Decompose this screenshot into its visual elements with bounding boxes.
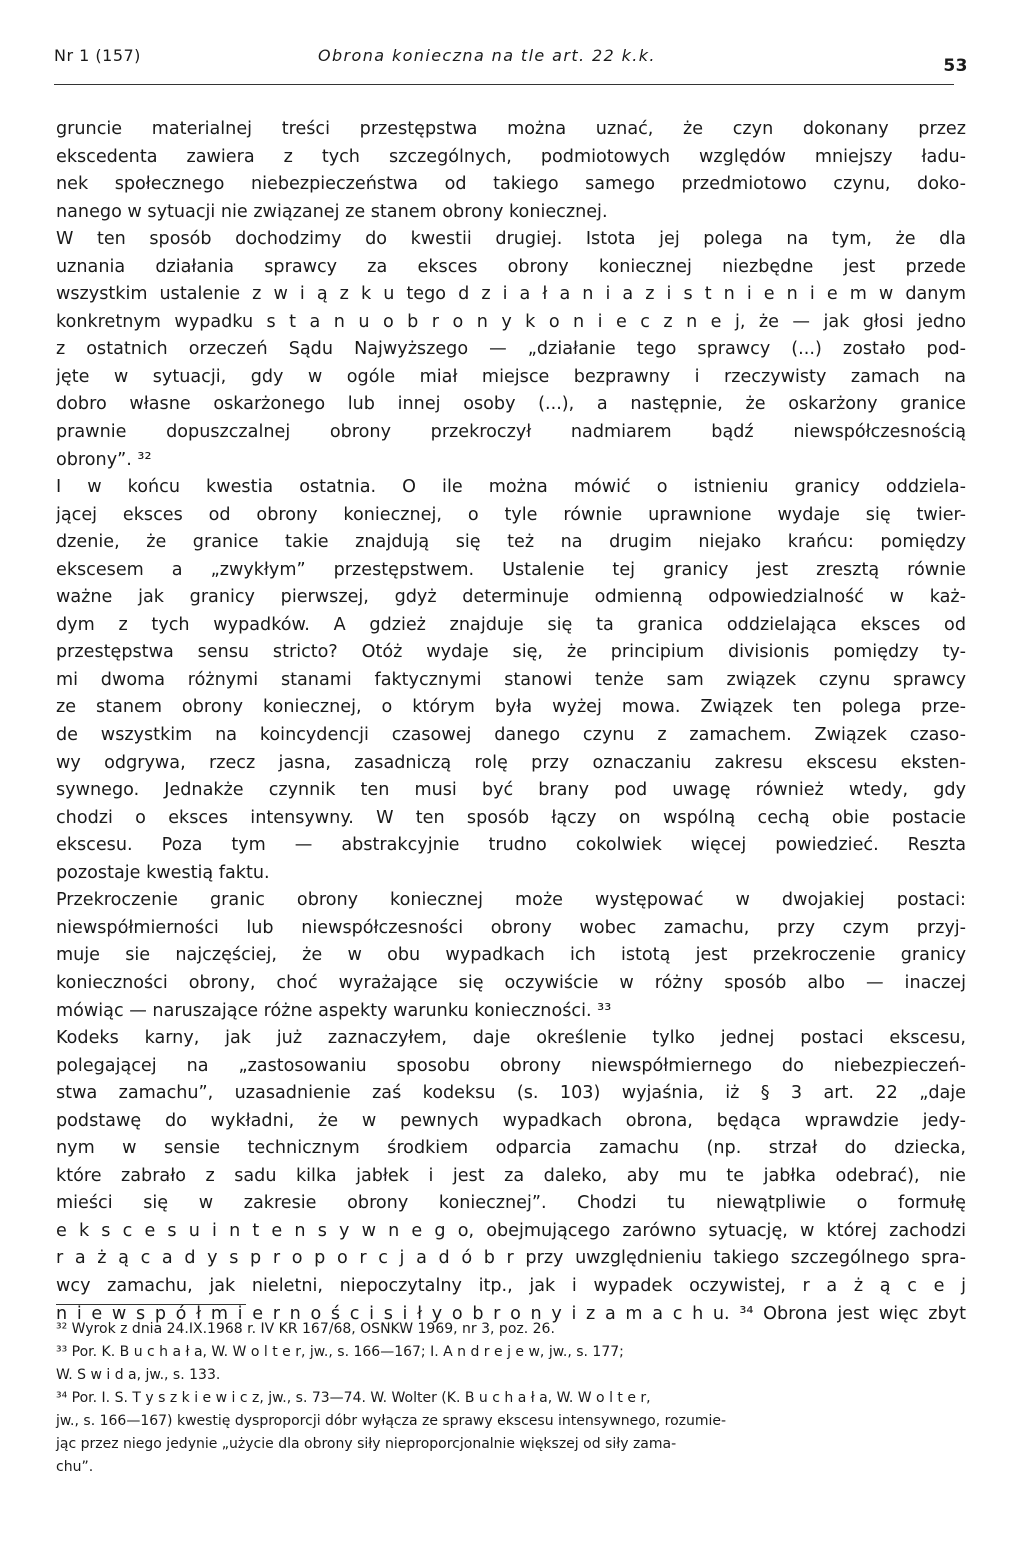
text-line: wy odgrywa, rzecz jasna, zasadniczą rolę przy oznaczaniu zakresu ekscesu eksten- bbox=[56, 752, 966, 773]
text-line: dzenie, że granice takie znajdują się też na drugim niejako krańcu: pomiędzy bbox=[56, 532, 966, 553]
text-line: nanego w sytuacji nie związanej ze stanem obrony koniecznej. bbox=[56, 201, 608, 222]
text-line: Kodeks karny, jak już zaznaczyłem, daje określenie tylko jednej postaci ekscesu, bbox=[56, 1028, 966, 1049]
text-line: dobro własne oskarżonego lub innej osoby (...), a następnie, że oskarżony granice bbox=[56, 394, 966, 415]
text-line: n i e w s p ó ł m i e r n o ś c i s i ł y o b r o n y i z a m a c h u. ³⁴ Obrona jest więc zbyt bbox=[56, 1303, 966, 1324]
footnote-rule bbox=[56, 1304, 246, 1305]
text-line: polegającej na „zastosowaniu sposobu obrony niewspółmiernego do niebezpieczeń- bbox=[56, 1055, 966, 1076]
text-line: jącej eksces od obrony koniecznej, o tyle równie uprawnione wydaje się twier- bbox=[56, 504, 966, 525]
header-rule bbox=[54, 84, 954, 85]
text-line: de wszystkim na koincydencji czasowej danego czynu z zamachem. Związek czaso- bbox=[56, 725, 966, 746]
page-number: 53 bbox=[943, 56, 968, 76]
text-line: dym z tych wypadków. A gdzież znajduje się ta granica oddzielająca eksces od bbox=[56, 614, 966, 635]
text-line: r a ż ą c a d y s p r o p o r c j a d ó b r przy uwzględnieniu takiego szczególnego spra- bbox=[56, 1248, 966, 1269]
running-title: Obrona konieczna na tle art. 22 k.k. bbox=[318, 46, 656, 65]
text-line: niewspółmierności lub niewspółczesności obrony wobec zamachu, przy czym przyj- bbox=[56, 917, 966, 938]
text-line: mieści się w zakresie obrony koniecznej”. Chodzi tu niewątpliwie o formułę bbox=[56, 1193, 966, 1214]
text-line: Przekroczenie granic obrony koniecznej może występować w dwojakiej postaci: bbox=[56, 890, 966, 911]
footnote-line: ³⁴ Por. I. S. T y s z k i e w i c z, jw., s. 73—74. W. Wolter (K. B u c h a ł a, W. W o l t e r, bbox=[56, 1390, 651, 1406]
text-line: ze stanem obrony koniecznej, o którym była wyżej mowa. Związek ten polega prze- bbox=[56, 697, 966, 718]
text-line: które zabrało z sadu kilka jabłek i jest za daleko, aby mu te jabłka odebrać), nie bbox=[56, 1165, 966, 1186]
text-line: wcy zamachu, jak nieletni, niepoczytalny itp., jak i wypadek oczywistej, r a ż ą c e j bbox=[56, 1275, 966, 1296]
text-line: stwa zamachu”, uzasadnienie zaś kodeksu (s. 103) wyjaśnia, iż § 3 art. 22 „daje bbox=[56, 1083, 966, 1104]
text-line: nek społecznego niebezpieczeństwa od takiego samego przedmiotowo czynu, doko- bbox=[56, 174, 966, 195]
text-line: mi dwoma różnymi stanami faktycznymi stanowi tenże sam związek czynu sprawcy bbox=[56, 669, 966, 690]
text-line: nym w sensie technicznym środkiem odparcia zamachu (np. strzał do dziecka, bbox=[56, 1138, 966, 1159]
text-line: mówiąc — naruszające różne aspekty warunku konieczności. ³³ bbox=[56, 1000, 612, 1021]
text-line: e k s c e s u i n t e n s y w n e g o, obejmującego zarówno sytuację, w której zachodzi bbox=[56, 1220, 966, 1241]
text-line: ekscedenta zawiera z tych szczególnych, podmiotowych względów mniejszy ładu- bbox=[56, 146, 966, 167]
text-line: ekscesu. Poza tym — abstrakcyjnie trudno cokolwiek więcej powiedzieć. Reszta bbox=[56, 835, 966, 856]
text-line: W ten sposób dochodzimy do kwestii drugiej. Istota jej polega na tym, że dla bbox=[56, 229, 966, 250]
text-line: ekscesem a „zwykłym” przestępstwem. Ustalenie tej granicy jest zresztą równie bbox=[56, 559, 966, 580]
body-text bbox=[56, 116, 966, 1328]
text-line: przestępstwa sensu stricto? Otóż wydaje się, że principium divisionis pomiędzy ty- bbox=[56, 642, 966, 663]
text-line: konkretnym wypadku s t a n u o b r o n y k o n i e c z n e j, że — jak głosi jedno bbox=[56, 311, 966, 332]
text-line: jęte w sytuacji, gdy w ogóle miał miejsce bezprawny i rzeczywisty zamach na bbox=[56, 366, 966, 387]
footnote-line: ³² Wyrok z dnia 24.IX.1968 r. IV KR 167/68, OSNKW 1969, nr 3, poz. 26. bbox=[56, 1321, 555, 1337]
text-line: sywnego. Jednakże czynnik ten musi być brany pod uwagę również wtedy, gdy bbox=[56, 780, 966, 801]
text-line: z ostatnich orzeczeń Sądu Najwyższego — „działanie tego sprawcy (...) zostało pod- bbox=[56, 339, 966, 360]
text-line: konieczności obrony, choć wyrażające się oczywiście w różny sposób albo — inaczej bbox=[56, 972, 966, 993]
text-line: pozostaje kwestią faktu. bbox=[56, 862, 270, 883]
text-line: podstawę do wykładni, że w pewnych wypadkach obrona, będąca wprawdzie jedy- bbox=[56, 1110, 966, 1131]
footnote-line: W. S w i d a, jw., s. 133. bbox=[56, 1367, 221, 1383]
text-line: ważne jak granicy pierwszej, gdyż determinuje odmienną odpowiedzialność w każ- bbox=[56, 587, 966, 608]
issue-number: Nr 1 (157) bbox=[54, 46, 141, 65]
text-line: gruncie materialnej treści przestępstwa można uznać, że czyn dokonany przez bbox=[56, 119, 966, 139]
footnote-line: ³³ Por. K. B u c h a ł a, W. W o l t e r, jw., s. 166—167; I. A n d r e j e w, jw., s. 177; bbox=[56, 1344, 624, 1360]
footnote-line: jąc przez niego jedynie „użycie dla obrony siły nieproporcjonalnie większej od siły zama- bbox=[56, 1436, 677, 1452]
footnote-line: chu”. bbox=[56, 1459, 94, 1475]
text-line: obrony”. ³² bbox=[56, 449, 152, 470]
text-line: prawnie dopuszczalnej obrony przekroczył nadmiarem bądź niewspółczesnością bbox=[56, 422, 966, 443]
footnote-line: jw., s. 166—167) kwestię dysproporcji dóbr wyłącza ze sprawy ekscesu intensywnego, rozumie- bbox=[56, 1413, 727, 1429]
text-line: muje sie najczęściej, że w obu wypadkach ich istotą jest przekroczenie granicy bbox=[56, 945, 966, 966]
text-line: uznania działania sprawcy za eksces obrony koniecznej niezbędne jest przede bbox=[56, 256, 966, 277]
footnotes bbox=[56, 1318, 966, 1479]
text-line: wszystkim ustalenie z w i ą z k u tego d z i a ł a n i a z i s t n i e n i e m w danym bbox=[56, 284, 966, 305]
text-line: chodzi o eksces intensywny. W ten sposób łączy on wspólną cechą obie postacie bbox=[56, 807, 966, 828]
running-header bbox=[54, 46, 974, 76]
text-line: I w końcu kwestia ostatnia. O ile można mówić o istnieniu granicy oddziela- bbox=[56, 477, 966, 498]
